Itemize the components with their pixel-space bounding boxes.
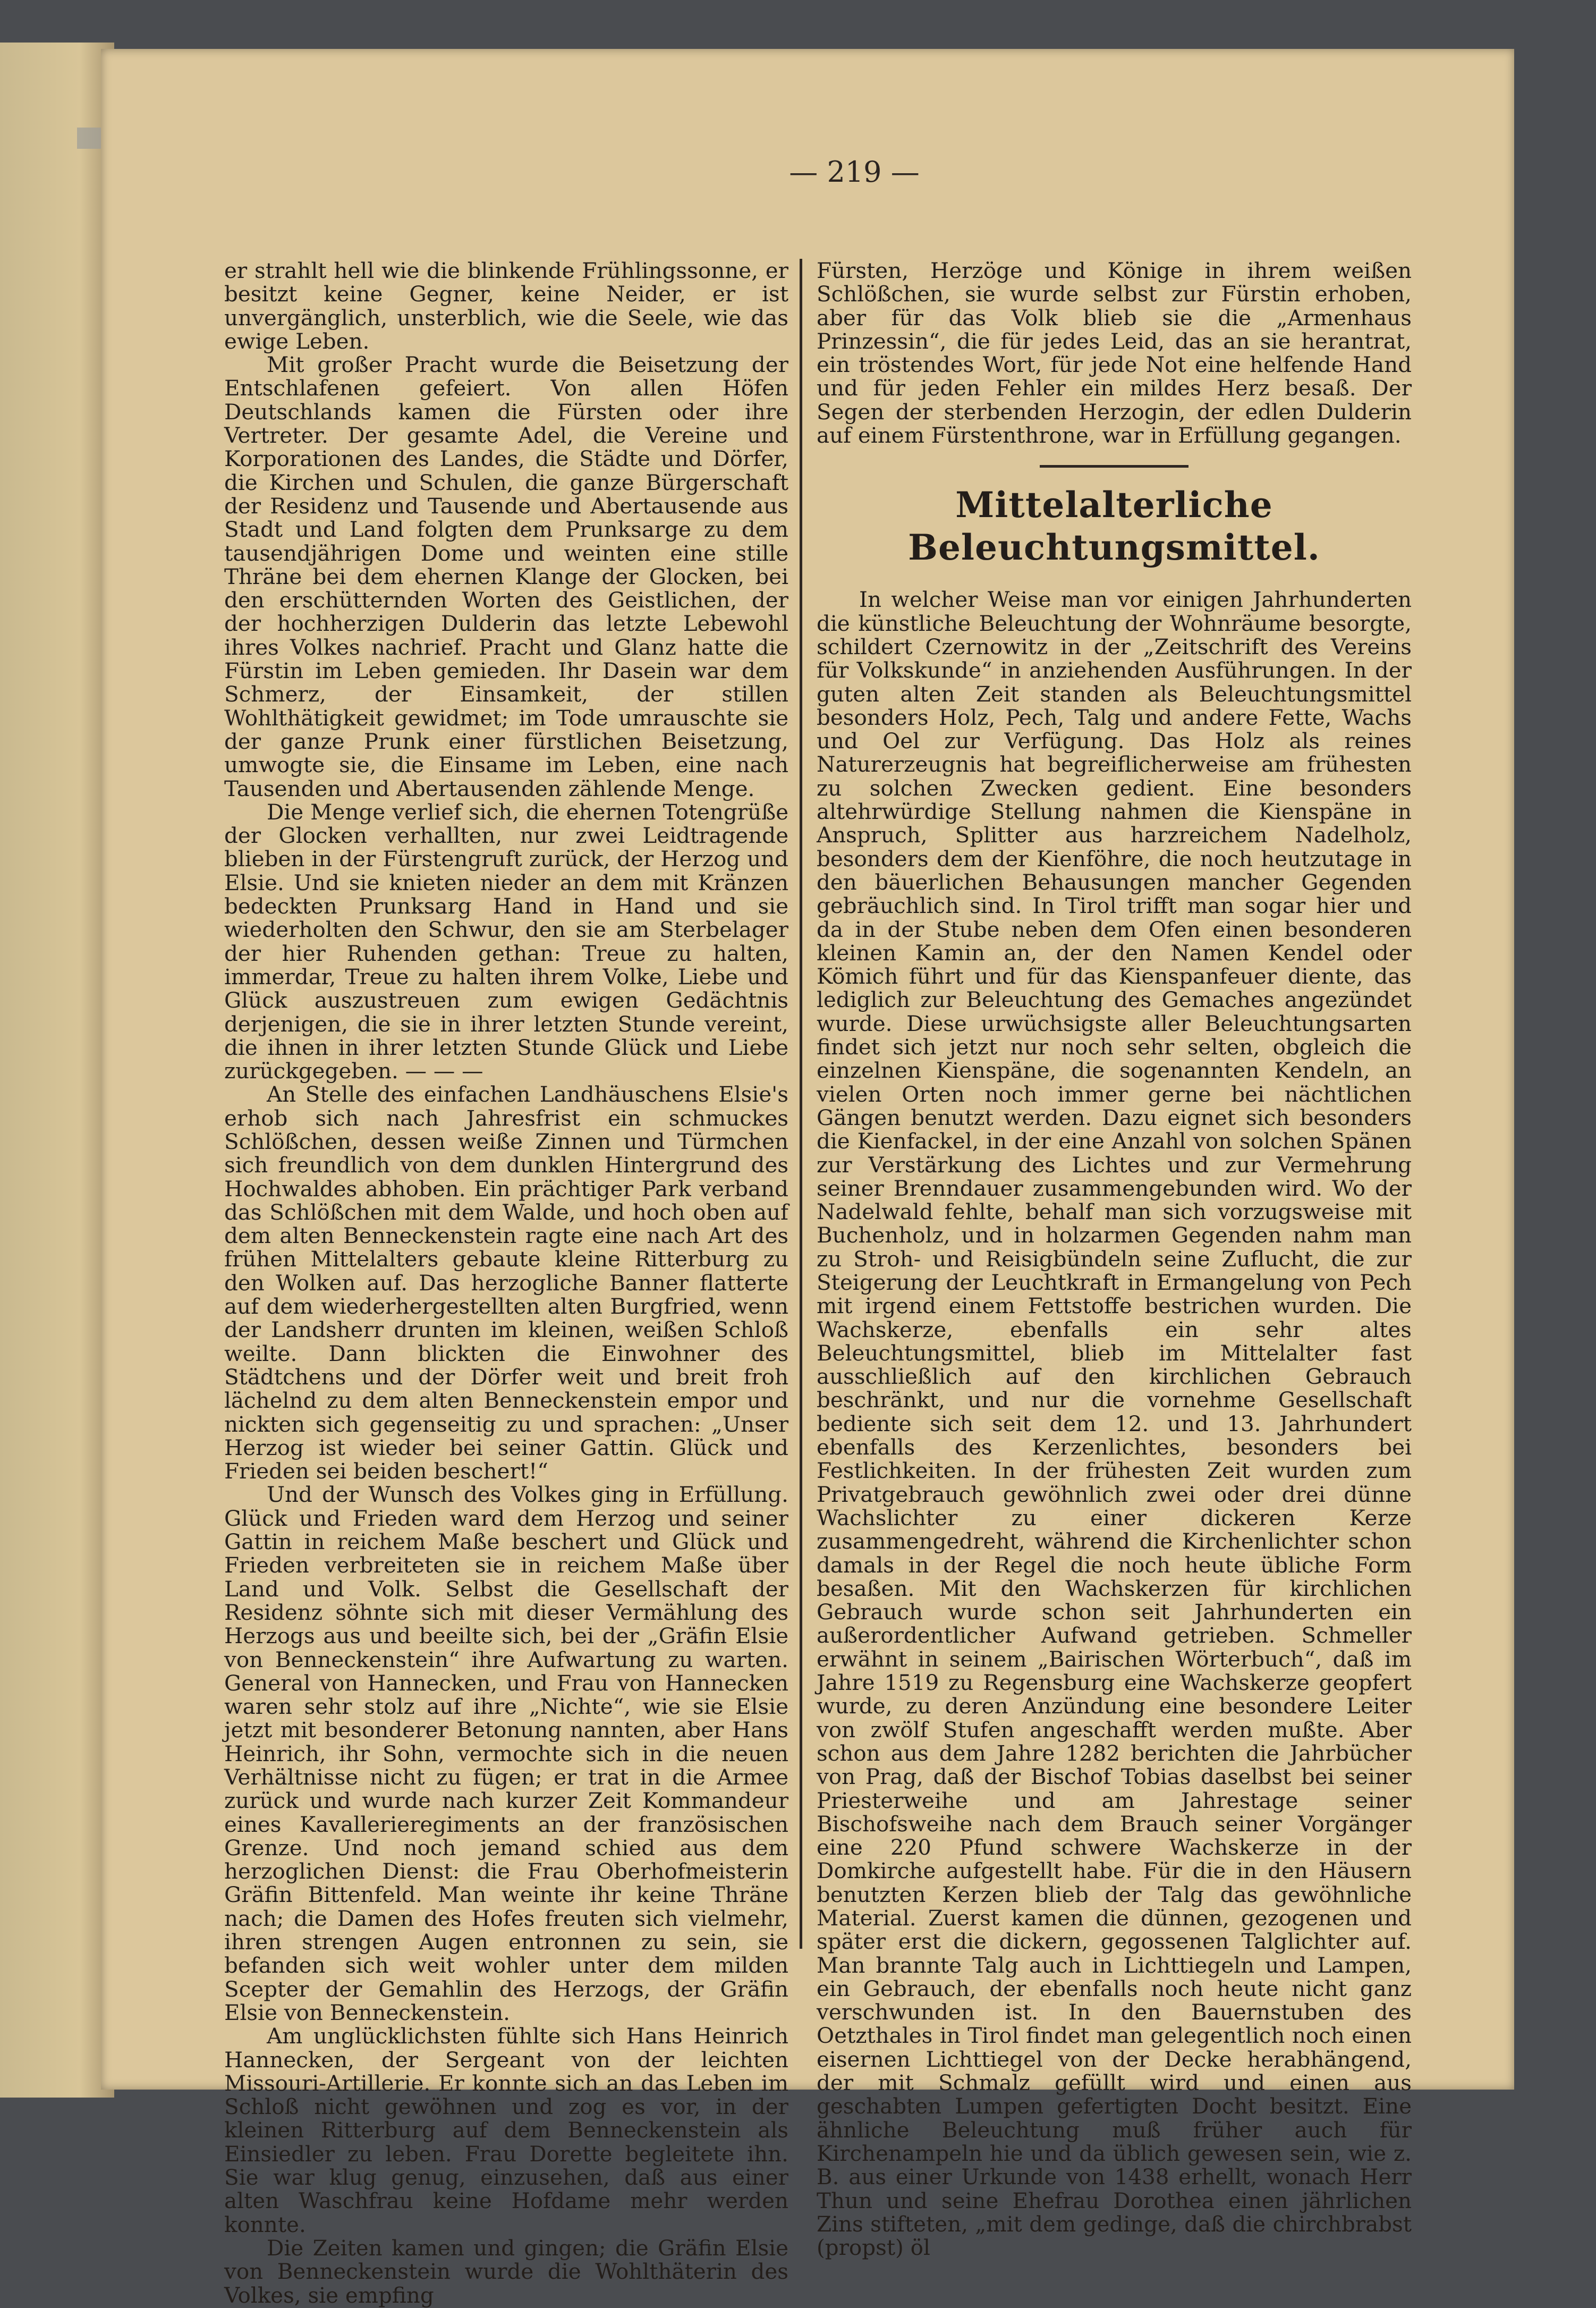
story-conclusion: Fürsten, Herzöge und Könige in ihrem weißen Schlößchen, sie wurde selbst zur Fürstin erhoben, aber für das Volk blieb sie die „Armenhaus Prinzessin“, die für jedes Leid, das an sie herantrat, ein tröstendes Wort, für jede Not eine helfende Hand und für jeden Fehler ein mildes Herz besaß. Der Segen der sterbenden Herzogin, der edlen Dulderin auf einem Fürstenthrone, war in Erfüllung gegangen. (817, 258, 1412, 449)
paragraph: Die Menge verlief sich, die ehernen Totengrüße der Glocken verhallten, nur zwei Leidtragende blieben in der Fürstengruft zurück, der Herzog und Elsie. Und sie knieten nieder an dem mit Kränzen bedeckten Prunksarg Hand in Hand und sie wiederholten den Schwur, den sie am Sterbelager der hier Ruhenden gethan: Treue zu halten, immerdar, Treue zu halten ihrem Volke, Liebe und Glück auszustreuen zum ewigen Gedächtnis derjenigen, die sie in ihrer letzten Stunde vereint, die ihnen in ihrer letzten Stunde Glück und Liebe zurückgegeben. — — — (224, 799, 788, 1084)
paragraph: Mit großer Pracht wurde die Beisetzung der Entschlafenen gefeiert. Von allen Höfen Deutschlands kamen die Fürsten oder ihre Vertreter. Der gesamte Adel, die Vereine und Korporationen des Landes, die Städte und Dörfer, die Kirchen und Schulen, die ganze Bürgerschaft der Residenz und Tausende und Abertausende aus Stadt und Land folgten dem Prunksarge zu dem tausendjährigen Dome und weinten eine stille Thräne bei dem ehernen Klange der Glocken, bei den erschütternden Worten des Geistlichen, der der hochherzigen Dulderin das letzte Lebewohl ihres Volkes nachrief. Pracht und Glanz hatte die Fürstin im Leben gemieden. Ihr Dasein war dem Schmerz, der Einsamkeit, der stillen Wohlthätigkeit gewidmet; im Tode umrauschte sie der ganze Prunk einer fürstlichen Beisetzung, umwogte sie, die Einsame im Leben, eine nach Tausenden und Abertausenden zählende Menge. (224, 352, 788, 801)
article-body: In welcher Weise man vor einigen Jahrhunderten die künstliche Beleuchtung der Wohnräume besorgte, schildert Czernowitz in der „Zeitschrift des Vereins für Volkskunde“ in anziehenden Ausführungen. In der guten alten Zeit standen als Beleuchtungsmittel besonders Holz, Pech, Talg und andere Fette, Wachs und Oel zur Verfügung. Das Holz als reines Naturerzeugnis hat begreiflicherweise am frühesten zu solchen Zwecken gedient. Eine besonders altehrwürdige Stellung nahmen die Kienspäne in Anspruch, Splitter aus harzreichem Nadelholz, besonders dem der Kienföhre, die noch heutzutage in den bäuerlichen Behausungen mancher Gegenden gebräuchlich sind. In Tirol trifft man sogar hier und da in der Stube neben dem Ofen einen besonderen kleinen Kamin an, der den Namen Kendel oder Kömich führt und für das Kienspanfeuer diente, das lediglich zur Beleuchtung des Gemaches angezündet wurde. Diese urwüchsigste aller Beleuchtungsarten findet sich jetzt nur noch sehr selten, obgleich die einzelnen Kienspäne, die sogenannten Kendeln, an vielen Orten noch immer gerne bei nächtlichen Gängen benutzt werden. Dazu eignet sich besonders die Kienfackel, in der eine Anzahl von solchen Spänen zur Verstärkung des Lichtes und zur Vermehrung seiner Brenndauer zusammengebunden wird. Wo der Nadelwald fehlte, behalf man sich vorzugsweise mit Buchenholz, und in holzarmen Gegenden nahm man zu Stroh- und Reisigbündeln seine Zuflucht, die zur Steigerung der Leuchtkraft in Ermangelung von Pech mit irgend einem Fettstoffe bestrichen wurden. Die Wachskerze, ebenfalls ein sehr altes Beleuchtungsmittel, blieb im Mittelalter fast ausschließlich auf den kirchlichen Gebrauch beschränkt, und nur die vornehme Gesellschaft bediente sich seit dem 12. und 13. Jahrhundert ebenfalls des Kerzenlichtes, besonders bei Festlichkeiten. In der frühesten Zeit wurden zum Privatgebrauch gewöhnlich zwei oder drei dünne Wachslichter zu einer dickeren Kerze zusammengedreht, während die Kirchenlichter schon damals in der Regel die noch heute übliche Form besaßen. Mit den Wachskerzen für kirchlichen Gebrauch wurde schon seit Jahrhunderten ein außerordentlicher Aufwand getrieben. Schmeller erwähnt in seinem „Bairischen Wörterbuch“, daß im Jahre 1519 zu Regensburg eine Wachskerze geopfert wurde, zu deren Anzündung eine besondere Leiter von zwölf Stufen angeschafft werden mußte. Aber schon aus dem Jahre 1282 berichten die Jahrbücher von Prag, daß der Bischof Tobias daselbst bei seiner Priesterweihe und am Jahrestage seiner Bischofsweihe nach dem Brauch seiner Vorgänger eine 220 Pfund schwere Wachskerze in der Domkirche aufgestellt habe. Für die in den Häusern benutzten Kerzen blieb der Talg das gewöhnliche Material. Zuerst kamen die dünnen, gezogenen und später erst die dickern, gegossenen Talglichter auf. Man brannte Talg auch in Lichttiegeln und Lampen, ein Gebrauch, der ebenfalls noch heute nicht ganz verschwunden ist. In den Bauernstuben des Oetzthales in Tirol findet man gelegentlich noch einen eisernen Lichttiegel von der Decke herabhängend, der mit Schmalz gefüllt wird und einen aus geschabten Lumpen gefertigten Docht besitzt. Eine ähnliche Beleuchtung muß früher auch für Kirchenampeln hie und da üblich gewesen sein, wie z. B. aus einer Urkunde von 1438 erhellt, wonach Herr Thun und seine Ehefrau Dorothea einen jährlichen Zins stifteten, „mit dem gedinge, daß die chirchbrabst (propst) öl (817, 587, 1412, 2261)
paragraph: Und der Wunsch des Volkes ging in Erfüllung. Glück und Frieden ward dem Herzog und seiner Gattin in reichem Maße beschert und Glück und Frieden verbreiteten sie in reichem Maße über Land und Volk. Selbst die Gesellschaft der Residenz söhnte sich mit dieser Vermählung des Herzogs aus und beeilte sich, bei der „Gräfin Elsie von Benneckenstein“ ihre Aufwartung zu warten. General von Hannecken, und Frau von Hannecken waren sehr stolz auf ihre „Nichte“, wie sie Elsie jetzt mit besonderer Betonung nannten, aber Hans Heinrich, ihr Sohn, vermochte sich in die neuen Verhältnisse nicht zu fügen; er trat in die Armee zurück und wurde nach kurzer Zeit Kommandeur eines Kavallerieregiments an der französischen Grenze. Und noch jemand schied aus dem herzoglichen Dienst: die Frau Oberhofmeisterin Gräfin Bittenfeld. Man weinte ihr keine Thräne nach; die Damen des Hofes freuten sich vielmehr, ihren strengen Augen entronnen zu sein, sie befanden sich weit wohler unter dem milden Scepter der Gemahlin des Herzogs, der Gräfin Elsie von Benneckenstein. (224, 1482, 788, 2025)
paragraph: Am unglücklichsten fühlte sich Hans Heinrich Hannecken, der Sergeant von der leichten Missouri-Artillerie. Er konnte sich an das Leben im Schloß nicht gewöhnen und zog es vor, in der kleinen Ritterburg auf dem Benneckenstein als Einsiedler zu leben. Frau Dorette begleitete ihn. Sie war klug genug, einzusehen, daß aus einer alten Waschfrau keine Hofdame mehr werden konnte. (224, 2023, 788, 2237)
article-title: Mittelalterliche Beleuchtungsmittel. (908, 484, 1320, 569)
paragraph: er strahlt hell wie die blinkende Frühlingssonne, er besitzt keine Gegner, keine Neider, er ist unvergänglich, unsterblich, wie die Seele, wie das ewige Leben. (224, 258, 788, 354)
left-column (224, 259, 788, 2307)
paragraph: An Stelle des einfachen Landhäuschens Elsie's erhob sich nach Jahresfrist ein schmuckes Schlößchen, dessen weiße Zinnen und Türmchen sich freundlich von dem dunklen Hintergrund des Hochwaldes abhoben. Ein prächtiger Park verband das Schlößchen mit dem Walde, und hoch oben auf dem alten Benneckenstein ragte eine nach Art des frühen Mittelalters gebaute kleine Ritterburg zu den Wolken auf. Das herzogliche Banner flatterte auf dem wiederhergestellten alten Burgfried, wenn der Landsherr drunten im kleinen, weißen Schloß weilte. Dann blickten die Einwohner des Städtchens und der Dörfer weit und breit froh lächelnd zu dem alten Benneckenstein empor und nickten sich gegenseitig zu und sprachen: „Unser Herzog ist wieder bei seiner Gattin. Glück und Frieden sei beiden beschert!“ (224, 1081, 788, 1484)
newspaper-page (101, 49, 1514, 2308)
column-divider (800, 259, 802, 1949)
right-column (817, 259, 1412, 2259)
paragraph: Die Zeiten kamen und gingen; die Gräfin Elsie von Benneckenstein wurde die Wohlthäterin des Volkes, sie empfing (224, 2235, 788, 2308)
section-separator (1040, 465, 1188, 468)
page-number: — 219 — (789, 155, 920, 189)
adjacent-page-edge (0, 43, 114, 2098)
